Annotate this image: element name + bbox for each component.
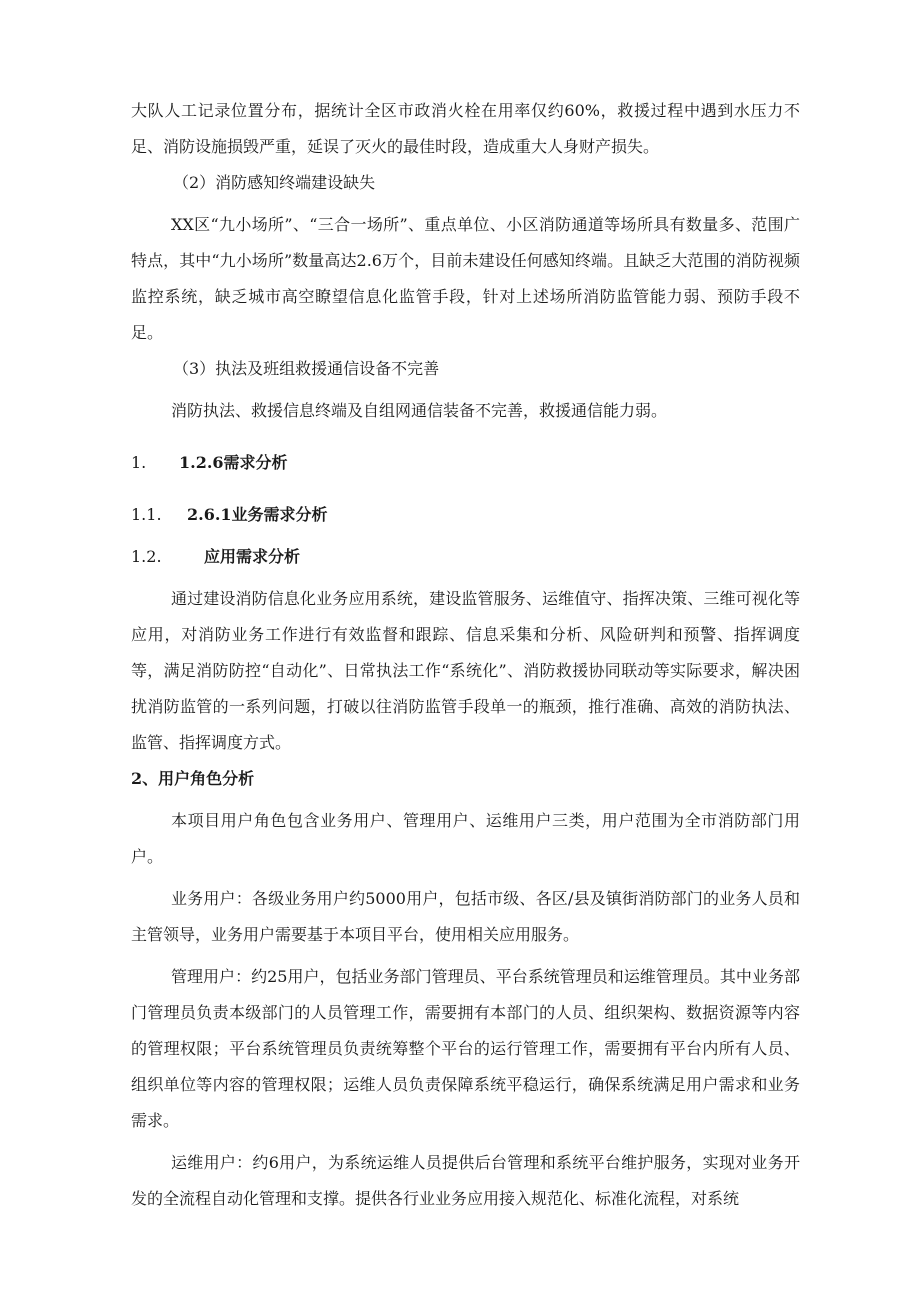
paragraph-application-requirements: 通过建设消防信息化业务应用系统，建设监管服务、运维值守、指挥决策、三维可视化等应用，对消防业务工作进行有效监督和跟踪、信息采集和分析、风险研判和预警、指挥调度等，满足消防防控“自动化”、日常执法工作“系统化”、消防救援协同联动等实际要求，解决困扰消防监管的一系列问题，打破以往消防监管手段单一的瓶颈，推行准确、高效的消防执法、监管、指挥调度方式。 — [131, 589, 800, 752]
heading-application-requirements — [131, 539, 800, 575]
paragraph-operations-users: 运维用户：约6用户，为系统运维人员提供后台管理和系统平台维护服务，实现对业务开发的全流程自动化管理和支撑。提供各行业业务应用接入规范化、标准化流程，对系统 — [131, 1153, 800, 1208]
heading-user-roles — [131, 761, 800, 797]
heading-number: 1.1. — [131, 505, 162, 524]
heading-text: 2.6.1业务需求分析 — [187, 505, 328, 524]
paragraph-hydrant-usage: 大队人工记录位置分布，据统计全区市政消火栓在用率仅约60%，救援过程中遇到水压力不足、消防设施损毁严重，延误了灭火的最佳时段，造成重大人身财产损失。 — [131, 101, 800, 156]
heading-text: 应用需求分析 — [204, 547, 301, 566]
subheading-comm-equipment: （3）执法及班组救援通信设备不完善 — [173, 359, 440, 378]
paragraph-user-roles-overview: 本项目用户角色包含业务用户、管理用户、运维用户三类，用户范围为全市消防部门用户。 — [131, 811, 800, 866]
heading-business-requirements — [131, 497, 800, 533]
heading-number: 1. — [131, 453, 147, 472]
paragraph-management-users: 管理用户：约25用户，包括业务部门管理员、平台系统管理员和运维管理员。其中业务部门管理员负责本级部门的人员管理工作，需要拥有本部门的人员、组织架构、数据资源等内容的管理权限；平台系统管理员负责统筹整个平台的运行管理工作，需要拥有平台内所有人员、组织单位等内容的管理权限；运维人员负责保障系统平稳运行，确保系统满足用户需求和业务需求。 — [131, 967, 800, 1130]
paragraph-comm-equipment: 消防执法、救援信息终端及自组网通信装备不完善，救援通信能力弱。 — [171, 401, 668, 420]
heading-text: 1.2.6需求分析 — [179, 453, 288, 472]
heading-requirements-analysis — [131, 445, 800, 481]
paragraph-business-users: 业务用户：各级业务用户约5000用户，包括市级、各区/县及镇街消防部门的业务人员和主管领导，业务用户需要基于本项目平台，使用相关应用服务。 — [131, 889, 800, 944]
paragraph-sensing-terminal: XX区“九小场所”、“三合一场所”、重点单位、小区消防通道等场所具有数量多、范围广特点，其中“九小场所”数量高达2.6万个，目前未建设任何感知终端。且缺乏大范围的消防视频监控系统，缺乏城市高空瞭望信息化监管手段，针对上述场所消防监管能力弱、预防手段不足。 — [131, 215, 800, 342]
subheading-sensing-terminal: （2）消防感知终端建设缺失 — [173, 173, 376, 192]
heading-text: 2、用户角色分析 — [131, 769, 255, 788]
heading-number: 1.2. — [131, 547, 162, 566]
